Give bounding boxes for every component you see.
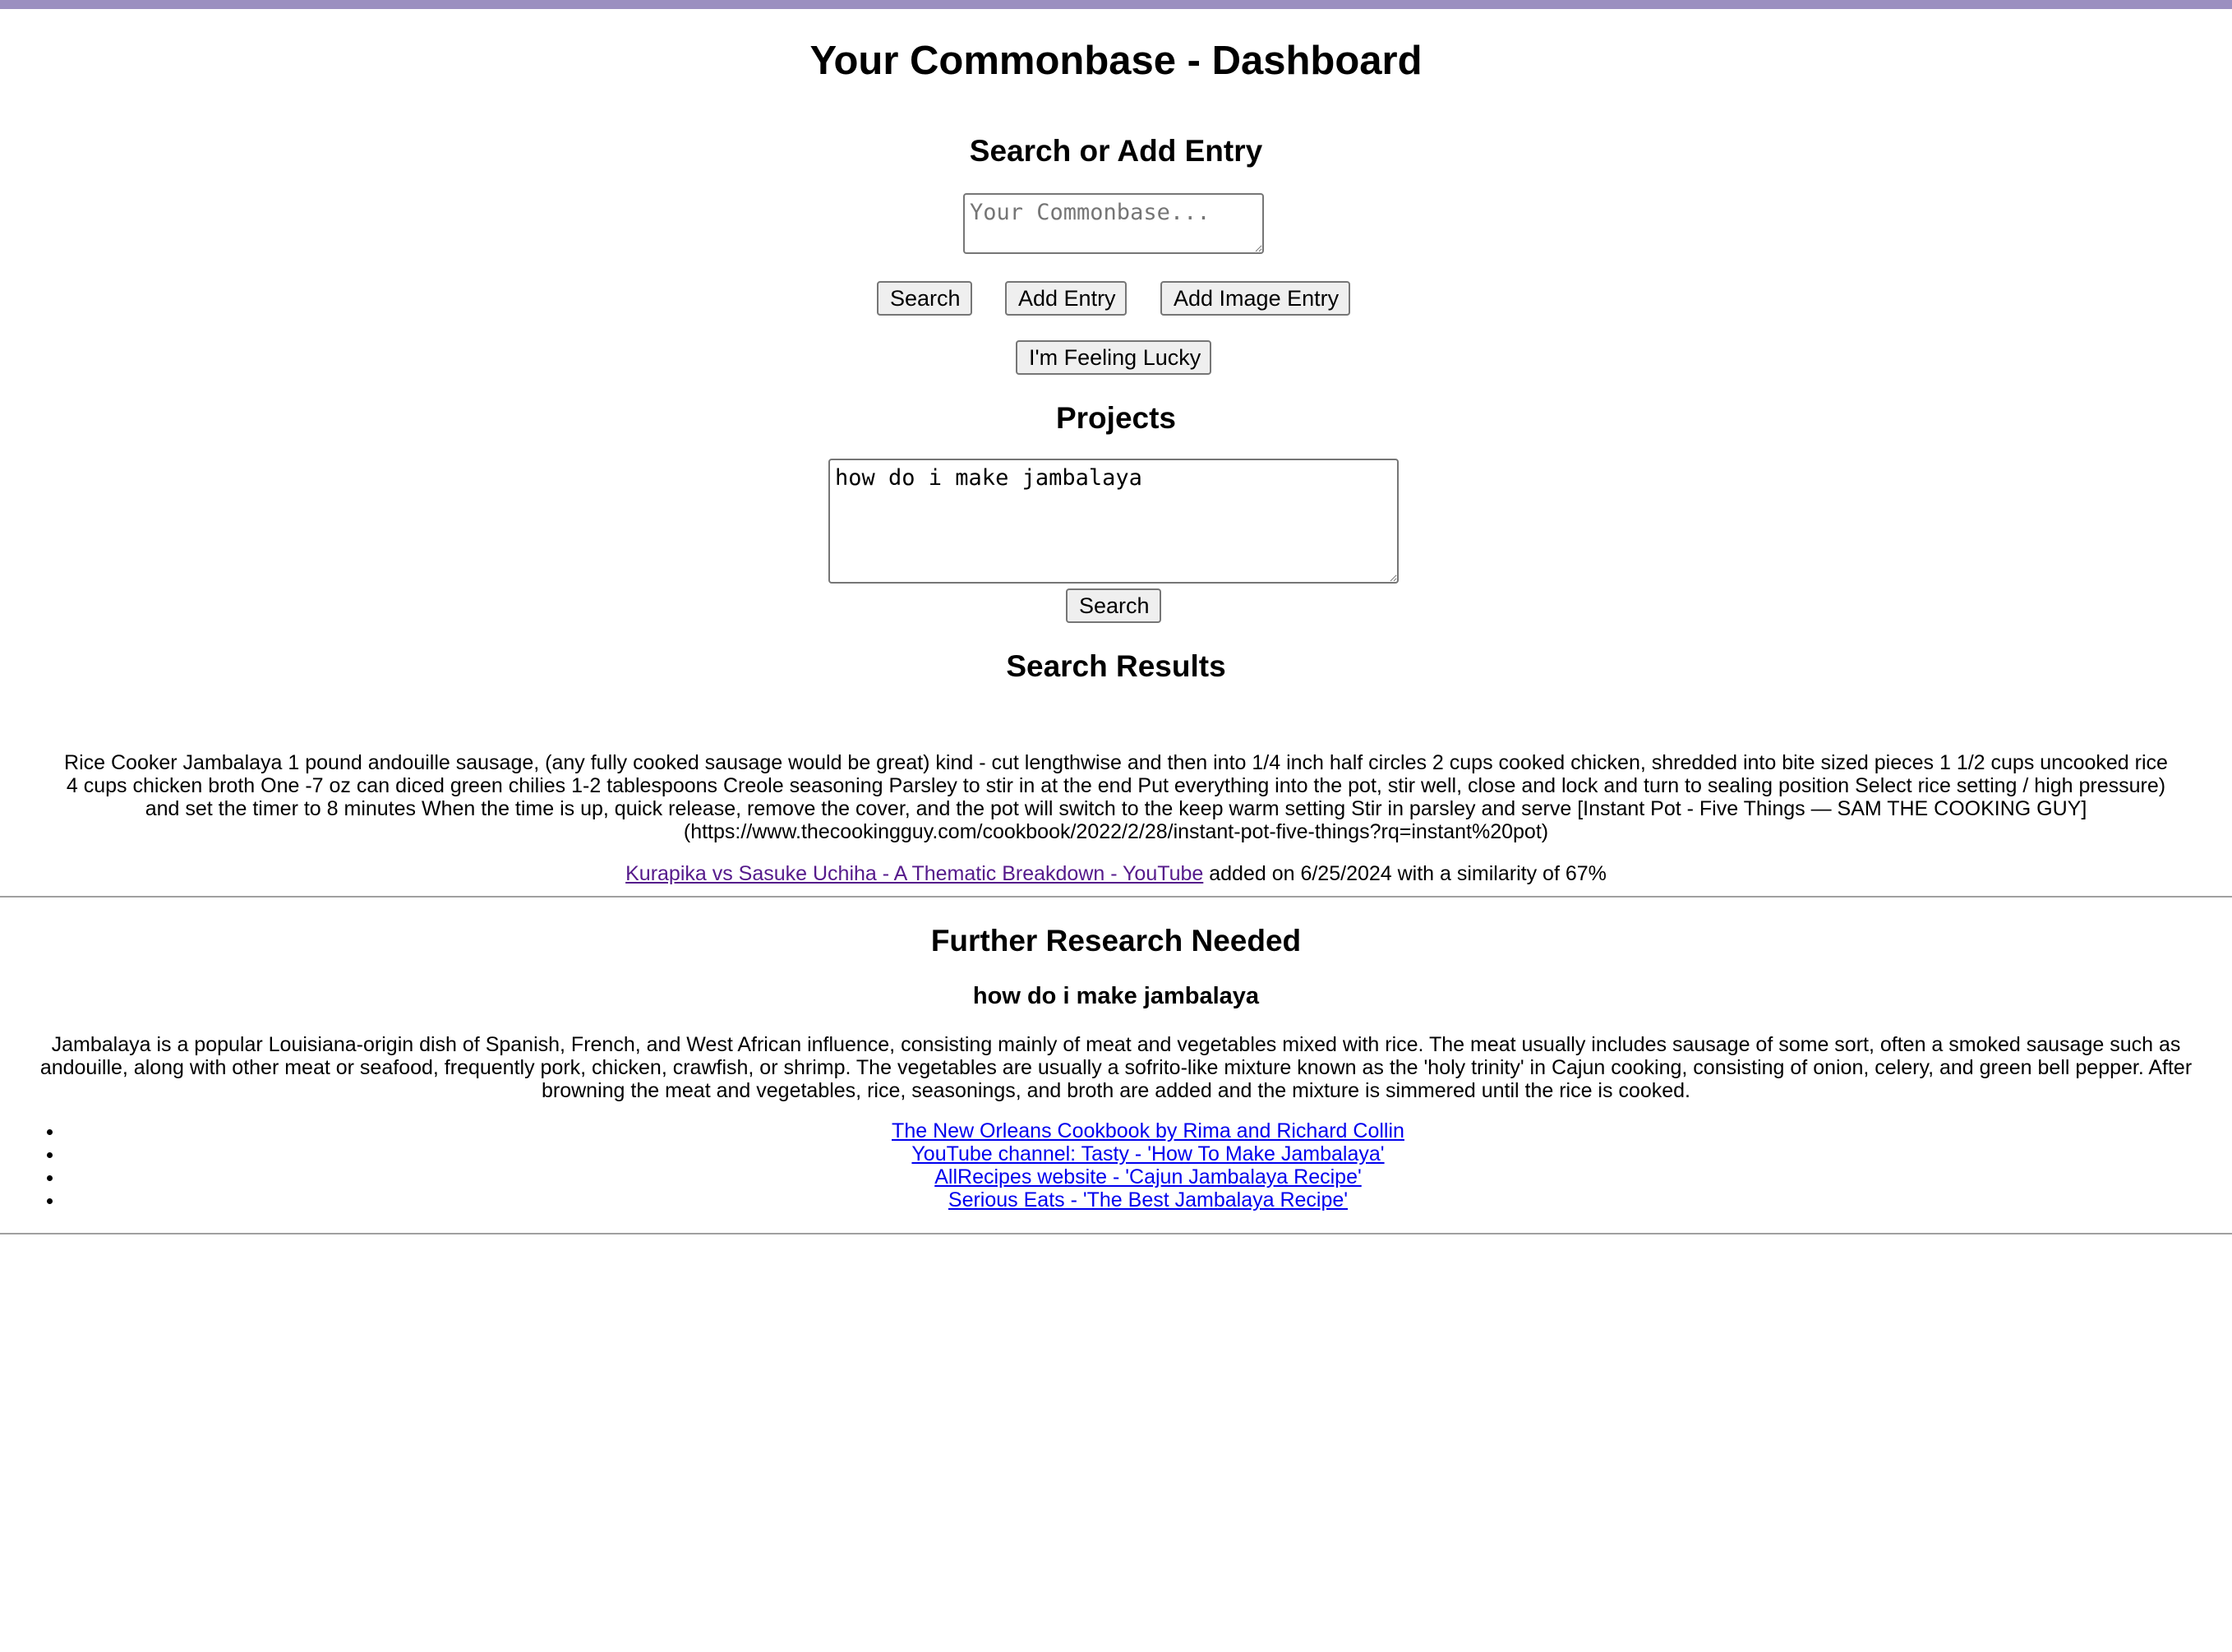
further-research-heading: Further Research Needed: [930, 924, 1302, 958]
top-accent-strip: [0, 0, 2232, 9]
result-source-link[interactable]: Kurapika vs Sasuke Uchiha - A Thematic Breakdown - YouTube: [625, 862, 1204, 885]
result-meta: [0, 861, 2232, 886]
add-image-entry-button[interactable]: Add Image Entry: [1160, 281, 1350, 316]
research-query-wrap: [0, 981, 2232, 1011]
page-title-wrap: [0, 36, 2232, 85]
divider: [0, 896, 2232, 898]
commonbase-input[interactable]: [963, 193, 1264, 254]
reference-list: [0, 1119, 2232, 1211]
research-summary: Jambalaya is a popular Louisiana-origin dish of Spanish, French, and West African influence, consisting mainly of meat and vegetables mixed with rice. The meat usually includes sausage of some sort, often a smoked sausage such as andouille, along with other meat or seafood, frequently pork, chicken, crawfish, or shrimp. The vegetables are usually a sofrito-like mixture known as the 'holy trinity' in Cajun cooking, consisting of onion, celery, and green bell pepper. After browning the meat and vegetables, rice, seasonings, and broth are added and the mixture is simmered until the rice is cooked.: [39, 1033, 2193, 1102]
search-results-heading: Search Results: [1006, 649, 1226, 683]
reference-link[interactable]: YouTube channel: Tasty - 'How To Make Jambalaya': [911, 1142, 1385, 1165]
projects-heading-wrap: [0, 400, 2232, 436]
list-item: [64, 1188, 2232, 1211]
research-heading-wrap: [0, 923, 2232, 959]
search-button[interactable]: Search: [877, 281, 972, 316]
reference-link[interactable]: Serious Eats - 'The Best Jambalaya Recipe': [948, 1188, 1349, 1211]
project-query-input[interactable]: [828, 459, 1399, 584]
result-meta-text: added on 6/25/2024 with a similarity of 67%: [1203, 862, 1607, 885]
list-item: [64, 1119, 2232, 1142]
add-entry-button[interactable]: Add Entry: [1005, 281, 1127, 316]
page-title: Your Commonbase - Dashboard: [809, 39, 1423, 83]
reference-link[interactable]: The New Orleans Cookbook by Rima and Richard Collin: [892, 1119, 1404, 1142]
feeling-lucky-button[interactable]: I'm Feeling Lucky: [1016, 340, 1211, 375]
list-item: [64, 1142, 2232, 1165]
reference-link[interactable]: AllRecipes website - 'Cajun Jambalaya Recipe': [934, 1165, 1362, 1188]
entry-heading-wrap: [0, 133, 2232, 169]
result-entry-text: Rice Cooker Jambalaya 1 pound andouille sausage, (any fully cooked sausage would be great) kind - cut lengthwise and then into 1/4 inch half circles 2 cups cooked chicken, shredded into bite sized pieces 1 1/2 cups uncooked rice 4 cups chicken broth One -7 oz can diced green chilies 1-2 tablespoons Creole seasoning Parsley to stir in at the end Put everything into the pot, stir well, close and lock and turn to sealing position Select rice setting / high pressure) and set the timer to 8 minutes When the time is up, quick release, remove the cover, and the pot will switch to the keep warm setting Stir in parsley and serve [Instant Pot - Five Things — SAM THE COOKING GUY](https://www.thecookingguy.com/cookbook/2022/2/28/instant-pot-five-things?rq=instant%20pot): [64, 751, 2168, 843]
entry-heading: Search or Add Entry: [969, 134, 1263, 168]
research-query: how do i make jambalaya: [972, 983, 1260, 1009]
list-item: [64, 1165, 2232, 1188]
projects-heading: Projects: [1055, 401, 1176, 435]
results-heading-wrap: [0, 648, 2232, 685]
project-search-button[interactable]: Search: [1066, 588, 1161, 623]
divider: [0, 1233, 2232, 1234]
